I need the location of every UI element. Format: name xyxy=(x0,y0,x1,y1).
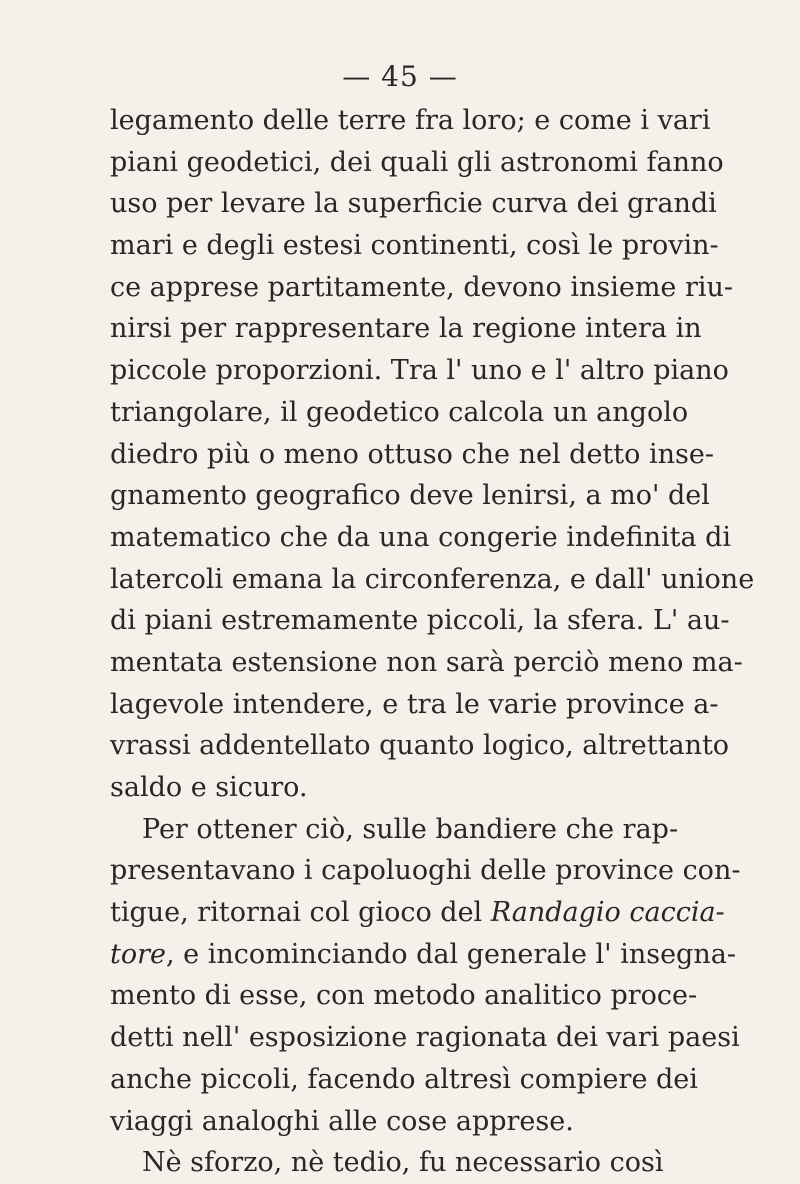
text-line: ce apprese partitamente, devono insieme riu- xyxy=(110,271,734,303)
text-line: gnamento geografico deve lenirsi, a mo' del xyxy=(110,480,710,512)
text-line xyxy=(110,934,736,976)
text-line: presentavano i capoluoghi delle province con- xyxy=(110,855,741,887)
text-line: legamento delle terre fra loro; e come i vari xyxy=(110,105,711,136)
text-fragment: tigue, ritornai col gioco del xyxy=(110,897,483,929)
text-fragment: , e incominciando dal generale l' insegna- xyxy=(166,938,736,970)
text-line: mari e degli estesi continenti, così le provin- xyxy=(110,230,719,262)
text-line: matematico che da una congerie indefinita di xyxy=(110,521,732,553)
paragraph-start-line: Per ottener ciò, sulle bandiere che rap- xyxy=(142,813,679,845)
body-text xyxy=(110,100,755,1184)
text-line: mento di esse, con metodo analitico proce- xyxy=(110,980,698,1012)
text-line: vrassi addentellato quanto logico, altrettanto xyxy=(110,730,730,762)
text-line xyxy=(110,892,725,934)
paragraph-start-line: Nè sforzo, nè tedio, fu necessario così xyxy=(142,1147,664,1179)
text-line: saldo e sicuro. xyxy=(110,772,308,803)
page-number: — 45 — xyxy=(342,60,458,93)
text-line: viaggi analoghi alle cose apprese. xyxy=(110,1105,574,1137)
italic-title: Randagio caccia- xyxy=(490,897,725,929)
text-line: lagevole intendere, e tra le varie province a- xyxy=(110,688,719,720)
text-line: detti nell' esposizione ragionata dei vari paesi xyxy=(110,1022,740,1054)
text-line: anche piccoli, facendo altresì compiere dei xyxy=(110,1063,698,1095)
text-line: latercoli emana la circonferenza, e dall' unione xyxy=(110,563,755,595)
text-line: di piani estremamente piccoli, la sfera. L' au- xyxy=(110,605,730,637)
text-line: triangolare, il geodetico calcola un angolo xyxy=(110,396,689,428)
text-line: uso per levare la superficie curva dei grandi xyxy=(110,188,717,220)
text-line: diedro più o meno ottuso che nel detto inse- xyxy=(110,438,714,470)
italic-title: tore xyxy=(110,938,166,970)
text-line: piani geodetici, dei quali gli astronomi fanno xyxy=(110,146,724,178)
text-line: nirsi per rappresentare la regione intera in xyxy=(110,313,702,345)
text-line: mentata estensione non sarà perciò meno ma- xyxy=(110,646,743,678)
text-line: piccole proporzioni. Tra l' uno e l' altro piano xyxy=(110,355,729,387)
